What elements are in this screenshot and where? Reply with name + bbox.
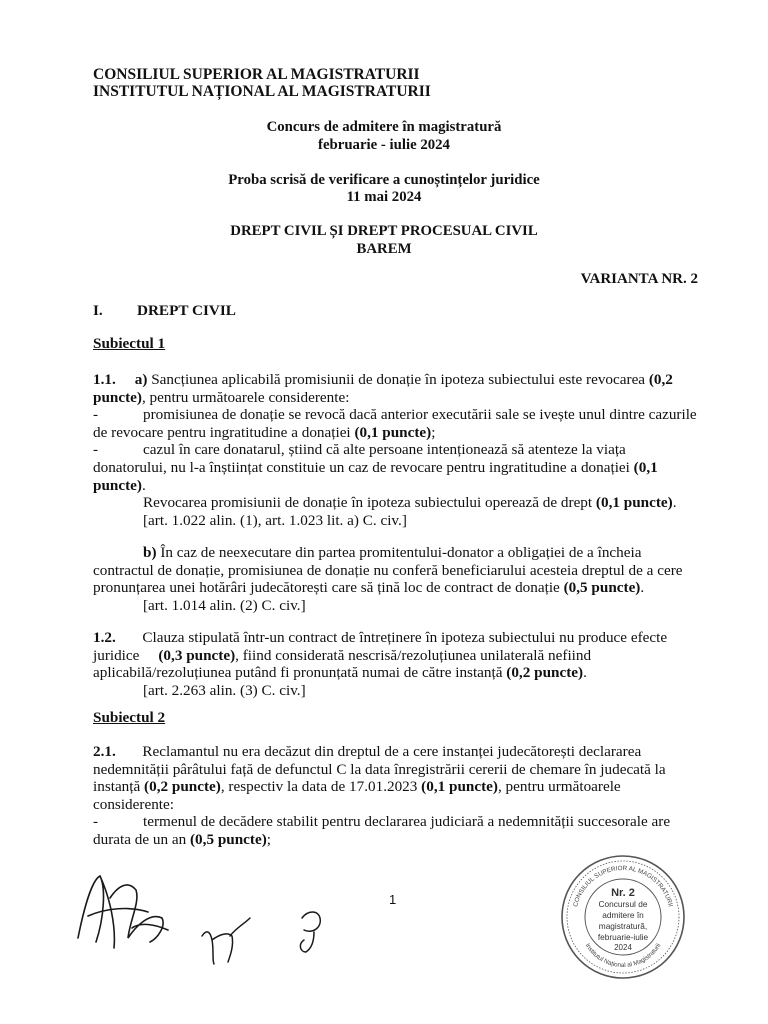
points: (0,3 puncte) <box>158 646 236 664</box>
institution-line-1: CONSILIUL SUPERIOR AL MAGISTRATURII <box>93 66 420 83</box>
variant-label: VARIANTA NR. 2 <box>580 271 698 287</box>
bullet-text: termenul de decădere stabilit pentru declararea judiciară a nedemnității succesorale are <box>143 813 671 831</box>
item-text: aplicabilă/rezoluțiunea putând fi pronunțată numai de către instanță <box>93 664 503 682</box>
item-text: Reclamantul nu era decăzut din dreptul de a cere instanței judecătorești declararea <box>142 743 642 760</box>
stamp-line: Concursul de <box>598 899 648 909</box>
item-number: 1.1. <box>93 371 116 388</box>
paragraph-2-1 <box>93 743 699 849</box>
item-letter: b) <box>143 544 157 561</box>
bullet-item: - promisiunea de donație se revocă dacă anterior executării sale se ivește unul dintre cazurile de revocare pentru ingratitudine a donației (0,1 puncte); <box>93 406 699 441</box>
paragraph-1-2: 1.2. Clauza stipulată într-un contract de întreținere în ipoteza subiectului nu produce efecte juridice (0,3 puncte), fiind considerată nescrisă/rezoluțiunea unilaterală nefiind aplicabilă/rezoluțiunea putând fi pronunțată numai de către instanță (0,2 puncte). [art. 2.263 alin. (3) C. civ.] <box>93 629 699 699</box>
subject-2-heading: Subiectul 2 <box>93 709 166 726</box>
item-number: 2.1. <box>93 743 116 760</box>
points: (0,2 <box>648 371 673 388</box>
dash-marker: - <box>93 441 99 459</box>
bullet-item: - termenul de decădere stabilit pentru declararea judiciară a nedemnității succesorale are durata de un an (0,5 puncte); <box>93 813 699 848</box>
stamp-line: februarie-iulie <box>597 932 649 942</box>
dash-marker: - <box>93 813 99 831</box>
item-text: Revocarea promisiunii de donație în ipoteza subiectului operează de drept <box>143 494 593 512</box>
bullet-text: promisiunea de donație se revocă dacă anterior executării sale se ivește unul dintre cazurile <box>143 406 697 424</box>
points: (0,5 puncte) <box>190 830 267 848</box>
points: puncte) <box>93 388 142 406</box>
points: (0,2 puncte) <box>144 778 221 796</box>
legal-reference: [art. 2.263 alin. (3) C. civ.] <box>143 681 306 699</box>
bullet-text: de revocare pentru ingratitudine a donației <box>93 423 351 441</box>
subject-1-heading: Subiectul 1 <box>93 335 166 352</box>
item-text: , respectiv la data de 17.01.2023 <box>220 778 418 796</box>
item-text: Sancțiunea aplicabilă promisiunii de donație în ipoteza subiectului este revocarea <box>151 371 646 388</box>
test-date: 11 mai 2024 <box>346 189 422 205</box>
paragraph-1-1-b: b) În caz de neexecutare din partea promitentului-donator a obligației de a încheia contractul de donație, promisiunea de donație nu conferă beneficiarului acesteia dreptul de a cere pronunțarea unei hotărâri judecătorești care să țină loc de contract de donație (0,5 puncte). [art. 1.014 alin. (2) C. civ.] <box>93 544 699 614</box>
official-stamp <box>558 852 688 982</box>
points: (0,1 puncte) <box>354 423 432 441</box>
stamp-line: admitere în <box>602 910 644 920</box>
stamp-number: Nr. 2 <box>611 887 635 899</box>
subject-title: DREPT CIVIL ȘI DREPT PROCESUAL CIVIL <box>230 223 538 239</box>
barem-title: BAREM <box>356 241 412 257</box>
item-text: juridice <box>93 646 140 664</box>
stamp-line: magistratură, <box>598 921 648 931</box>
stamp-arc-bottom: Institutul Național al Magistraturii <box>583 942 663 970</box>
item-text: , pentru următoarele <box>497 778 621 796</box>
section-title: DREPT CIVIL <box>137 302 236 319</box>
points: (0,1 <box>633 458 658 476</box>
stamp-arc-top: CONSILIUL SUPERIOR AL MAGISTRATURII <box>572 864 674 908</box>
item-text: , fiind considerată nescrisă/rezoluțiunea unilaterală nefiind <box>235 646 592 664</box>
item-text: considerente: <box>93 795 174 813</box>
points: (0,5 puncte) <box>563 579 641 597</box>
item-text: nedemnității pârâtului față de defunctul C la data înregistrării cererii de chemare în judecată la <box>93 760 666 778</box>
institution-line-2: INSTITUTUL NAȚIONAL AL MAGISTRATURII <box>93 83 431 100</box>
signature-3 <box>290 904 330 956</box>
exam-period: februarie - iulie 2024 <box>318 137 450 153</box>
item-letter: a) <box>134 371 148 388</box>
item-text: Clauza stipulată într-un contract de întreținere în ipoteza subiectului nu produce efecte <box>142 629 668 646</box>
exam-title: Concurs de admitere în magistratură <box>266 119 502 135</box>
bullet-text: durata de un an <box>93 830 187 848</box>
page-number: 1 <box>389 892 397 907</box>
stamp-line: 2024 <box>614 943 632 952</box>
points: (0,1 puncte) <box>595 494 673 512</box>
item-text: , pentru următoarele considerente: <box>141 388 350 406</box>
item-text: instanță <box>93 778 141 796</box>
item-text: contractul de donație, promisiunea de donație nu conferă beneficiarului acesteia dreptul de a cere <box>93 561 683 579</box>
item-number: 1.2. <box>93 629 116 646</box>
points: (0,2 puncte) <box>506 664 584 682</box>
paragraph-1-1-a: 1.1. a) Sancțiunea aplicabilă promisiunii de donație în ipoteza subiectului este revocarea (0,2 puncte), pentru următoarele considerente: - promisiunea de donație se revocă dacă anterior executării sale se ivește unul dintre cazurile de revocare pentru ingratitudine a donației (0,1 puncte); - cazul în care donatarul, știind că alte persoane intenționează să atenteze la viața donatorului, nu l-a înștiințat constituie un caz de revocare pentru ingratitudine a donației (0,1 puncte). Revocarea promisiunii de donație în ipoteza subiectului operează de drept (0,1 puncte). [art. 1.022 alin. (1), art. 1.023 lit. a) C. civ.] <box>93 371 699 529</box>
dash-marker: - <box>93 406 99 424</box>
item-text: În caz de neexecutare din partea promitentului-donator a obligației de a încheia <box>160 544 642 561</box>
bullet-text: cazul în care donatarul, știind că alte persoane intenționează să atenteze la viața <box>143 441 626 459</box>
signature-2 <box>196 906 256 968</box>
bullet-text: donatorului, nu l-a înștiințat constituie un caz de revocare pentru ingratitudine a donației <box>93 458 630 476</box>
points: (0,1 puncte) <box>421 778 498 796</box>
signature-1 <box>70 868 180 956</box>
legal-reference: [art. 1.014 alin. (2) C. civ.] <box>143 596 306 614</box>
section-number: I. <box>93 302 103 319</box>
bullet-item: - cazul în care donatarul, știind că alte persoane intenționează să atenteze la viața donatorului, nu l-a înștiințat constituie un caz de revocare pentru ingratitudine a donației (0,1 puncte). <box>93 441 699 494</box>
test-title: Proba scrisă de verificare a cunoștințelor juridice <box>228 172 540 188</box>
legal-reference: [art. 1.022 alin. (1), art. 1.023 lit. a) C. civ.] <box>143 511 407 529</box>
points: puncte) <box>93 476 142 494</box>
item-text: pronunțarea unei hotărâri judecătorești care să țină loc de contract de donație <box>93 579 560 597</box>
